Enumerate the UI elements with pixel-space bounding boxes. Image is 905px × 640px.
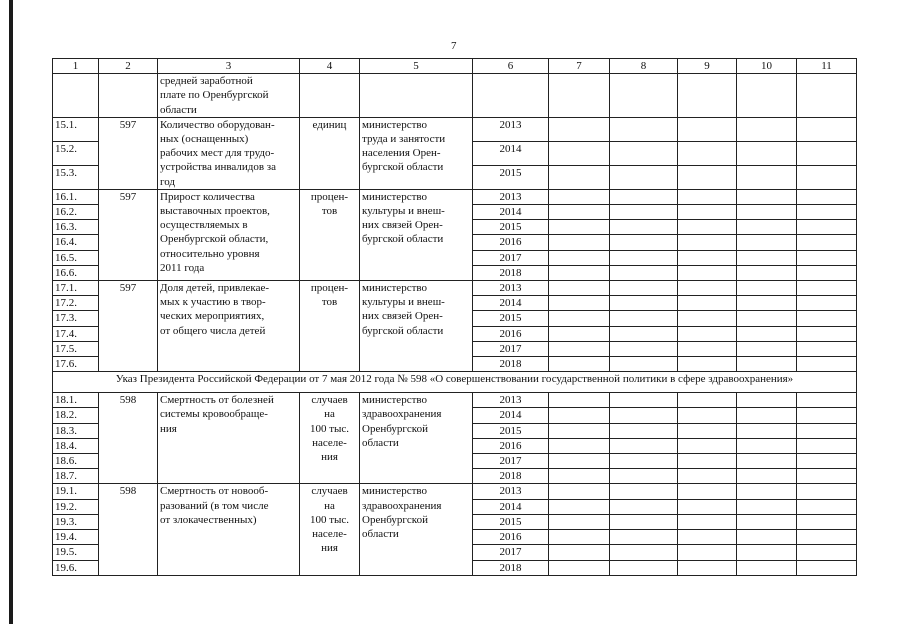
value-cell [797, 438, 857, 453]
header-row [53, 59, 857, 74]
indicator-line: Количество оборудован- [160, 118, 275, 131]
value-cell [549, 165, 610, 189]
indicator-line: 2011 года [160, 261, 205, 274]
value-cell [549, 530, 610, 545]
value-cell [678, 469, 737, 484]
value-cell [678, 326, 737, 341]
year-cell: 2018 [473, 357, 549, 372]
year-cell: 2016 [473, 235, 549, 250]
value-cell [737, 438, 797, 453]
value-cell [678, 165, 737, 189]
indicator-line: разований (в том числе [160, 499, 269, 512]
unit-line: тов [321, 296, 338, 309]
value-cell [737, 408, 797, 423]
row-number: 19.4. [53, 530, 99, 545]
value-cell [549, 141, 610, 165]
agency-line: министерство [362, 394, 428, 407]
row-number: 19.3. [53, 514, 99, 529]
value-cell [610, 265, 678, 280]
row-number: 16.2. [53, 205, 99, 220]
value-cell [797, 311, 857, 326]
value-cell [797, 357, 857, 372]
year-cell: 2017 [473, 250, 549, 265]
value-cell [678, 265, 737, 280]
value-cell [797, 530, 857, 545]
year-cell: 2015 [473, 514, 549, 529]
unit-line: 100 тыс. [309, 513, 350, 526]
indicator-cell [158, 393, 300, 484]
indicator-line: Смертность от новооб- [160, 485, 269, 498]
year-cell: 2014 [473, 205, 549, 220]
year-cell: 2013 [473, 484, 549, 499]
value-cell [549, 341, 610, 356]
value-cell [797, 165, 857, 189]
header-cell: 11 [797, 59, 857, 74]
value-cell [549, 235, 610, 250]
page-number: 7 [451, 40, 457, 52]
value-cell [797, 341, 857, 356]
unit-cell [300, 393, 360, 484]
value-cell [797, 560, 857, 575]
indicator-cell [158, 281, 300, 372]
year-cell: 2013 [473, 117, 549, 141]
agency-cell [360, 484, 473, 575]
value-cell [549, 545, 610, 560]
indicator-line: плате по Оренбургской [160, 89, 269, 102]
value-cell [737, 545, 797, 560]
value-cell [737, 281, 797, 296]
header-cell: 7 [549, 59, 610, 74]
value-cell [678, 205, 737, 220]
row-number: 17.5. [53, 341, 99, 356]
unit-line: на [324, 408, 335, 421]
value-cell [678, 514, 737, 529]
value-cell [737, 423, 797, 438]
header-cell: 1 [53, 59, 99, 74]
row-number: 19.2. [53, 499, 99, 514]
indicator-line: от общего числа детей [160, 324, 266, 337]
value-cell [610, 469, 678, 484]
year-cell: 2016 [473, 326, 549, 341]
unit-cell [300, 281, 360, 372]
value-cell [678, 296, 737, 311]
row-number: 17.2. [53, 296, 99, 311]
unit-line: процен- [310, 282, 349, 295]
row-number: 18.1. [53, 393, 99, 408]
value-cell [797, 499, 857, 514]
value-cell [610, 357, 678, 372]
row-number: 18.4. [53, 438, 99, 453]
value-cell [678, 357, 737, 372]
value-cell [678, 393, 737, 408]
value-cell [797, 117, 857, 141]
value-cell [797, 250, 857, 265]
value-cell [610, 454, 678, 469]
header-cell: 5 [360, 59, 473, 74]
year-cell: 2014 [473, 408, 549, 423]
year-cell: 2015 [473, 220, 549, 235]
value-cell [678, 250, 737, 265]
value-cell [610, 484, 678, 499]
value-cell [737, 341, 797, 356]
value-cell [549, 117, 610, 141]
agency-line: Оренбургской [362, 513, 428, 526]
agency-cell [360, 117, 473, 189]
value-cell [549, 514, 610, 529]
row-number: 19.6. [53, 560, 99, 575]
value-cell [678, 560, 737, 575]
agency-line: культуры и внеш- [362, 205, 445, 218]
indicator-line: Доля детей, привлекае- [160, 282, 270, 295]
header-cell: 9 [678, 59, 737, 74]
value-cell [549, 499, 610, 514]
indicator-cell [158, 117, 300, 189]
value-cell [678, 423, 737, 438]
header-cell: 3 [158, 59, 300, 74]
year-cell: 2018 [473, 560, 549, 575]
year-cell: 2018 [473, 469, 549, 484]
agency-line: области [362, 528, 399, 541]
unit-line: тов [321, 205, 338, 218]
year-cell: 2015 [473, 165, 549, 189]
value-cell [610, 311, 678, 326]
value-cell [737, 530, 797, 545]
value-cell [610, 499, 678, 514]
value-cell [797, 514, 857, 529]
year-cell: 2014 [473, 141, 549, 165]
unit-line: населе- [312, 528, 347, 541]
value-cell [678, 341, 737, 356]
value-cell [610, 514, 678, 529]
year-cell: 2015 [473, 423, 549, 438]
unit-line: ния [321, 542, 338, 555]
value-cell [610, 326, 678, 341]
value-cell [610, 117, 678, 141]
value-cell [549, 205, 610, 220]
value-cell [610, 393, 678, 408]
year-cell: 2014 [473, 499, 549, 514]
indicator-line: осуществляемых в [160, 219, 248, 232]
year-cell: 2018 [473, 265, 549, 280]
agency-line: них связей Орен- [362, 310, 443, 323]
year-cell: 2015 [473, 311, 549, 326]
indicator-cell [158, 189, 300, 280]
agency-line: министерство [362, 190, 428, 203]
value-cell [549, 250, 610, 265]
value-cell [549, 438, 610, 453]
indicator-line: рабочих мест для трудо- [160, 147, 275, 160]
table-row [53, 281, 857, 296]
value-cell [549, 454, 610, 469]
decree-number: 597 [99, 281, 158, 372]
value-cell [549, 326, 610, 341]
value-cell [797, 265, 857, 280]
value-cell [737, 514, 797, 529]
value-cell [678, 220, 737, 235]
year-cell: 2017 [473, 545, 549, 560]
agency-line: министерство [362, 118, 428, 131]
indicator-line: выставочных проектов, [160, 205, 270, 218]
indicator-line: ных (оснащенных) [160, 133, 249, 146]
table-body-597 [53, 74, 857, 372]
indicator-line: средней заработной [160, 75, 253, 88]
agency-line: культуры и внеш- [362, 296, 445, 309]
decree-number: 598 [99, 393, 158, 484]
table-row [53, 117, 857, 141]
value-cell [678, 530, 737, 545]
unit-cell [300, 189, 360, 280]
agency-line: здравоохранения [362, 408, 442, 421]
agency-line: труда и занятости [362, 133, 446, 146]
value-cell [737, 189, 797, 204]
year-cell: 2016 [473, 438, 549, 453]
value-cell [797, 296, 857, 311]
year-cell: 2013 [473, 189, 549, 204]
value-cell [797, 235, 857, 250]
value-cell [737, 205, 797, 220]
indicator-table [52, 58, 857, 576]
value-cell [797, 454, 857, 469]
value-cell [678, 408, 737, 423]
value-cell [797, 545, 857, 560]
indicator-cell [158, 74, 300, 118]
unit-line: процен- [310, 190, 349, 203]
value-cell [797, 220, 857, 235]
indicator-line: устройства инвалидов за [160, 161, 277, 174]
value-cell [610, 423, 678, 438]
value-cell [610, 408, 678, 423]
value-cell [678, 438, 737, 453]
value-cell [797, 484, 857, 499]
value-cell [737, 165, 797, 189]
row-number: 19.5. [53, 545, 99, 560]
value-cell [610, 235, 678, 250]
table-body-598 [53, 393, 857, 575]
value-cell [610, 189, 678, 204]
value-cell [797, 469, 857, 484]
decree-number: 597 [99, 117, 158, 189]
row-number: 15.2. [53, 141, 99, 165]
row-number: 17.4. [53, 326, 99, 341]
decree-number: 597 [99, 189, 158, 280]
value-cell [797, 408, 857, 423]
value-cell [737, 357, 797, 372]
value-cell [549, 220, 610, 235]
unit-line: единиц [312, 118, 347, 131]
value-cell [549, 408, 610, 423]
indicator-line: Прирост количества [160, 190, 255, 203]
header-cell: 4 [300, 59, 360, 74]
indicator-line: Оренбургской области, [160, 233, 269, 246]
value-cell [737, 220, 797, 235]
value-cell [737, 235, 797, 250]
agency-line: бургской области [362, 233, 444, 246]
row-number: 16.6. [53, 265, 99, 280]
value-cell [549, 423, 610, 438]
value-cell [610, 165, 678, 189]
row-number: 18.2. [53, 408, 99, 423]
year-cell: 2013 [473, 281, 549, 296]
value-cell [797, 189, 857, 204]
binding-edge [9, 0, 13, 624]
unit-line: случаев [311, 485, 348, 498]
indicator-line: мых к участию в твор- [160, 296, 266, 309]
value-cell [610, 296, 678, 311]
row-number: 17.1. [53, 281, 99, 296]
value-cell [549, 265, 610, 280]
row-number: 16.4. [53, 235, 99, 250]
value-cell [610, 141, 678, 165]
header-cell: 6 [473, 59, 549, 74]
table-row [53, 393, 857, 408]
unit-line: случаев [311, 394, 348, 407]
value-cell [797, 423, 857, 438]
value-cell [549, 357, 610, 372]
value-cell [737, 250, 797, 265]
value-cell [797, 205, 857, 220]
row-number: 18.7. [53, 469, 99, 484]
unit-line: ния [321, 451, 338, 464]
value-cell [737, 117, 797, 141]
agency-line: министерство [362, 485, 428, 498]
value-cell [678, 454, 737, 469]
value-cell [737, 499, 797, 514]
row-number: 17.3. [53, 311, 99, 326]
value-cell [737, 560, 797, 575]
value-cell [549, 189, 610, 204]
value-cell [549, 296, 610, 311]
value-cell [678, 189, 737, 204]
value-cell [797, 141, 857, 165]
agency-line: области [362, 436, 399, 449]
value-cell [610, 438, 678, 453]
agency-line: бургской области [362, 161, 444, 174]
row-number: 15.3. [53, 165, 99, 189]
agency-line: бургской области [362, 324, 444, 337]
value-cell [549, 469, 610, 484]
year-cell: 2013 [473, 393, 549, 408]
row-number: 19.1. [53, 484, 99, 499]
value-cell [549, 484, 610, 499]
federal-decree-heading: Указ Президента Российской Федерации от 7 мая 2012 года № 598 «О совершенствовании государственной политики в сфере здравоохранения» [53, 372, 857, 393]
row-number: 18.3. [53, 423, 99, 438]
value-cell [678, 141, 737, 165]
value-cell [610, 281, 678, 296]
value-cell [678, 499, 737, 514]
value-cell [610, 530, 678, 545]
value-cell [610, 205, 678, 220]
value-cell [678, 235, 737, 250]
value-cell [549, 560, 610, 575]
unit-cell [300, 117, 360, 189]
row-number: 16.1. [53, 189, 99, 204]
value-cell [797, 393, 857, 408]
value-cell [610, 250, 678, 265]
value-cell [737, 393, 797, 408]
row-number: 16.3. [53, 220, 99, 235]
indicator-cell [158, 484, 300, 575]
value-cell [678, 117, 737, 141]
row-number: 16.5. [53, 250, 99, 265]
row-number: 18.6. [53, 454, 99, 469]
value-cell [737, 141, 797, 165]
year-cell: 2016 [473, 530, 549, 545]
indicator-line: от злокачественных) [160, 513, 257, 526]
indicator-line: год [160, 175, 176, 188]
value-cell [737, 265, 797, 280]
value-cell [737, 311, 797, 326]
header-cell: 8 [610, 59, 678, 74]
value-cell [549, 311, 610, 326]
value-cell [678, 484, 737, 499]
value-cell [797, 281, 857, 296]
agency-cell [360, 189, 473, 280]
unit-line: населе- [312, 436, 347, 449]
agency-line: министерство [362, 282, 428, 295]
value-cell [797, 326, 857, 341]
indicator-line: ческих мероприятиях, [160, 310, 265, 323]
header-cell: 10 [737, 59, 797, 74]
agency-cell [360, 393, 473, 484]
value-cell [549, 281, 610, 296]
value-cell [737, 296, 797, 311]
year-cell: 2017 [473, 454, 549, 469]
value-cell [737, 454, 797, 469]
value-cell [610, 560, 678, 575]
table-row [53, 484, 857, 499]
value-cell [737, 326, 797, 341]
value-cell [610, 545, 678, 560]
unit-line: 100 тыс. [309, 422, 350, 435]
unit-cell [300, 484, 360, 575]
decree-number: 598 [99, 484, 158, 575]
federal-decree-section [53, 372, 857, 393]
value-cell [737, 469, 797, 484]
indicator-line: Смертность от болезней [160, 394, 274, 407]
year-cell: 2017 [473, 341, 549, 356]
value-cell [737, 484, 797, 499]
value-cell [549, 393, 610, 408]
value-cell [610, 220, 678, 235]
indicator-line: системы кровообраще- [160, 408, 268, 421]
value-cell [678, 311, 737, 326]
agency-line: населения Орен- [362, 147, 441, 160]
agency-line: здравоохранения [362, 499, 442, 512]
year-cell: 2014 [473, 296, 549, 311]
value-cell [678, 281, 737, 296]
continuation-row [53, 74, 857, 118]
row-number: 17.6. [53, 357, 99, 372]
table-row [53, 189, 857, 204]
unit-line: на [324, 499, 335, 512]
header-cell: 2 [99, 59, 158, 74]
indicator-line: ния [160, 422, 177, 435]
indicator-line: области [160, 103, 197, 116]
agency-cell [360, 281, 473, 372]
value-cell [678, 545, 737, 560]
agency-line: них связей Орен- [362, 219, 443, 232]
decree-heading-row [53, 372, 857, 393]
value-cell [610, 341, 678, 356]
row-number: 15.1. [53, 117, 99, 141]
indicator-line: относительно уровня [160, 247, 260, 260]
agency-line: Оренбургской [362, 422, 428, 435]
